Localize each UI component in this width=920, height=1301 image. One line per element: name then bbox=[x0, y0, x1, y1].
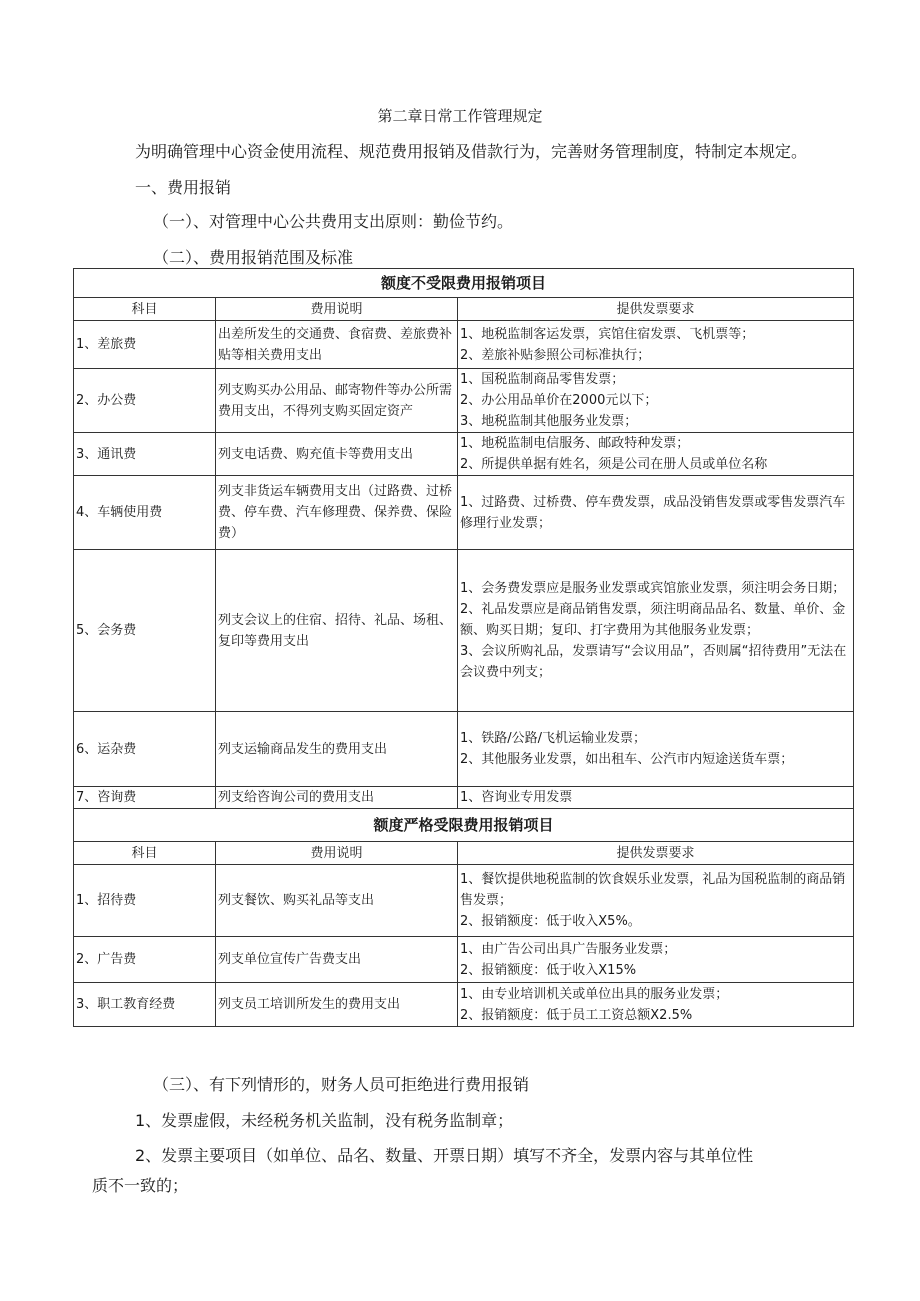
requirement-line: 2、差旅补贴参照公司标准执行； bbox=[460, 347, 651, 363]
requirement-line: 2、报销额度：低于收入X15% bbox=[460, 962, 637, 978]
header-invoice-requirement: 提供发票要求 bbox=[458, 298, 854, 321]
subsection-principle: （一）、对管理中心公共费用支出原则：勤俭节约。 bbox=[153, 212, 514, 231]
requirement-line: 1、咨询业专用发票 bbox=[460, 790, 573, 805]
table-row bbox=[74, 983, 854, 1027]
requirement-line: 1、由广告公司出具广告服务业发票； bbox=[460, 941, 677, 957]
refusal-item-2: 2、发票主要项目（如单位、品名、数量、开票日期）填写不齐全，发票内容与其单位性 bbox=[135, 1146, 754, 1165]
table-row bbox=[74, 321, 854, 369]
requirement-line: 1、铁路/公路/飞机运输业发票； bbox=[460, 731, 647, 746]
table-header-row bbox=[74, 298, 854, 321]
requirement-line: 1、会务费发票应是服务业发票或宾馆旅业发票，须注明会务日期； bbox=[460, 581, 846, 596]
table-row bbox=[74, 937, 854, 983]
header-subject: 科目 bbox=[74, 842, 216, 865]
requirement-line: 2、所提供单据有姓名，须是公司在册人员或单位名称 bbox=[460, 457, 768, 472]
table-row bbox=[74, 787, 854, 809]
row-requirements bbox=[458, 476, 854, 550]
table-row bbox=[74, 433, 854, 476]
requirement-line: 2、其他服务业发票，如出租车、公汽市内短途送货车票； bbox=[460, 752, 794, 767]
requirement-line: 3、会议所购礼品，发票请写“会议用品”，否则属“招待费用”无法在会议费中列支； bbox=[460, 644, 847, 680]
intro-paragraph: 为明确管理中心资金使用流程、规范费用报销及借款行为，完善财务管理制度，特制定本规定。 bbox=[135, 142, 808, 161]
requirement-line: 1、由专业培训机关或单位出具的服务业发票； bbox=[460, 986, 729, 1002]
requirement-line: 2、办公用品单价在2000元以下； bbox=[460, 393, 658, 408]
requirement-line: 1、国税监制商品零售发票； bbox=[460, 372, 625, 387]
requirement-line: 1、地税监制客运发票，宾馆住宿发票、飞机票等； bbox=[460, 326, 755, 342]
table-row bbox=[74, 865, 854, 937]
requirement-line: 2、礼品发票应是商品销售发票，须注明商品品名、数量、单价、金额、购买日期；复印、打字费用为其他服务业发票； bbox=[460, 602, 846, 638]
requirement-line: 2、报销额度：低于员工工资总额X2.5% bbox=[460, 1007, 693, 1023]
row-requirements bbox=[458, 865, 854, 937]
row-subject: 5、会务费 bbox=[74, 550, 216, 712]
table-row bbox=[74, 476, 854, 550]
table-title-row bbox=[74, 809, 854, 842]
requirement-line: 1、地税监制电信服务、邮政特种发票； bbox=[460, 436, 690, 451]
table-row bbox=[74, 550, 854, 712]
table-row bbox=[74, 369, 854, 433]
section-heading-expense-reimbursement: 一、费用报销 bbox=[135, 178, 232, 197]
header-description: 费用说明 bbox=[216, 842, 458, 865]
row-description: 列支运输商品发生的费用支出 bbox=[216, 712, 458, 787]
row-subject: 3、通讯费 bbox=[74, 433, 216, 476]
row-subject: 2、办公费 bbox=[74, 369, 216, 433]
table-title: 额度不受限费用报销项目 bbox=[74, 269, 854, 298]
row-requirements bbox=[458, 550, 854, 712]
header-description: 费用说明 bbox=[216, 298, 458, 321]
row-requirements bbox=[458, 433, 854, 476]
header-subject: 科目 bbox=[74, 298, 216, 321]
row-requirements bbox=[458, 937, 854, 983]
row-description: 出差所发生的交通费、食宿费、差旅费补贴等相关费用支出 bbox=[216, 321, 458, 369]
refusal-item-2-continued: 质不一致的； bbox=[92, 1176, 189, 1195]
row-requirements bbox=[458, 983, 854, 1027]
table-title-row bbox=[74, 269, 854, 298]
table-header-row bbox=[74, 842, 854, 865]
row-description: 列支购买办公用品、邮寄物件等办公所需费用支出，不得列支购买固定资产 bbox=[216, 369, 458, 433]
row-requirements bbox=[458, 369, 854, 433]
row-description: 列支餐饮、购买礼品等支出 bbox=[216, 865, 458, 937]
row-description: 列支非货运车辆费用支出（过路费、过桥费、停车费、汽车修理费、保养费、保险费） bbox=[216, 476, 458, 550]
subsection-scope: （二）、费用报销范围及标准 bbox=[153, 248, 354, 267]
row-description: 列支单位宣传广告费支出 bbox=[216, 937, 458, 983]
requirement-line: 1、餐饮提供地税监制的饮食娱乐业发票，礼品为国税监制的商品销售发票； bbox=[460, 872, 846, 908]
chapter-title: 第二章日常工作管理规定 bbox=[377, 107, 543, 125]
row-description: 列支电话费、购充值卡等费用支出 bbox=[216, 433, 458, 476]
row-subject: 3、职工教育经费 bbox=[74, 983, 216, 1027]
table-title: 额度严格受限费用报销项目 bbox=[74, 809, 854, 842]
row-description: 列支员工培训所发生的费用支出 bbox=[216, 983, 458, 1027]
expense-table bbox=[73, 268, 854, 1027]
expense-table-body bbox=[74, 269, 854, 1027]
row-requirements bbox=[458, 787, 854, 809]
header-invoice-requirement: 提供发票要求 bbox=[458, 842, 854, 865]
row-subject: 2、广告费 bbox=[74, 937, 216, 983]
row-subject: 7、咨询费 bbox=[74, 787, 216, 809]
table-row bbox=[74, 712, 854, 787]
requirement-line: 3、地税监制其他服务业发票； bbox=[460, 414, 638, 429]
row-subject: 6、运杂费 bbox=[74, 712, 216, 787]
refusal-item-1: 1、发票虚假，未经税务机关监制，没有税务监制章； bbox=[135, 1111, 514, 1130]
subsection-refusal: （三）、有下列情形的，财务人员可拒绝进行费用报销 bbox=[153, 1075, 530, 1094]
row-description: 列支会议上的住宿、招待、礼品、场租、复印等费用支出 bbox=[216, 550, 458, 712]
row-requirements bbox=[458, 712, 854, 787]
row-requirements bbox=[458, 321, 854, 369]
row-subject: 4、车辆使用费 bbox=[74, 476, 216, 550]
row-subject: 1、招待费 bbox=[74, 865, 216, 937]
requirement-line: 2、报销额度：低于收入X5%。 bbox=[460, 914, 641, 929]
requirement-line: 1、过路费、过桥费、停车费发票，成品没销售发票或零售发票汽车修理行业发票； bbox=[460, 494, 846, 531]
row-description: 列支给咨询公司的费用支出 bbox=[216, 787, 458, 809]
row-subject: 1、差旅费 bbox=[74, 321, 216, 369]
